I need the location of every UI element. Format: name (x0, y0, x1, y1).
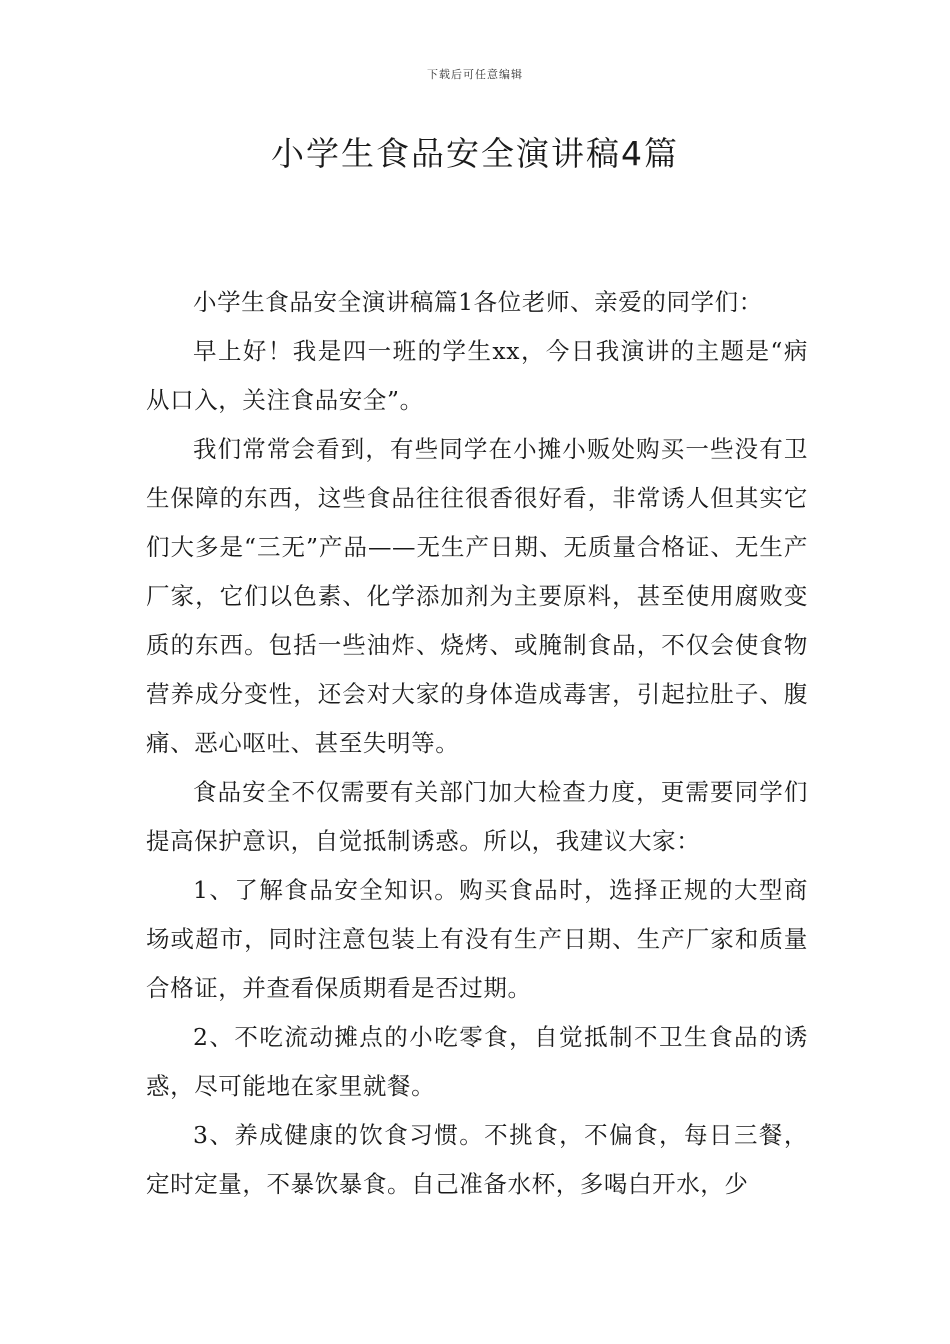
paragraph: 小学生食品安全演讲稿篇1各位老师、亲爱的同学们： (193, 288, 763, 316)
paragraph: 食品安全不仅需要有关部门加大检查力度，更需要同学们提高保护意识，自觉抵制诱惑。所以，我建议大家： (146, 778, 808, 855)
paragraph: 早上好！我是四一班的学生xx，今日我演讲的主题是“病从口入，关注食品安全”。 (146, 337, 808, 414)
paragraph: 3、养成健康的饮食习惯。不挑食，不偏食，每日三餐，定时定量，不暴饮暴食。自己准备水杯，多喝白开水，少 (146, 1121, 808, 1198)
header-note: 下载后可任意编辑 (427, 68, 523, 81)
paragraph: 2、不吃流动摊点的小吃零食，自觉抵制不卫生食品的诱惑，尽可能地在家里就餐。 (146, 1023, 808, 1100)
paragraph: 我们常常会看到，有些同学在小摊小贩处购买一些没有卫生保障的东西，这些食品往往很香很好看，非常诱人但其实它们大多是“三无”产品——无生产日期、无质量合格证、无生产厂家，它们以色素、化学添加剂为主要原料，甚至使用腐败变质的东西。包括一些油炸、烧烤、或腌制食品，不仅会使食物营养成分变性，还会对大家的身体造成毒害，引起拉肚子、腹痛、恶心呕吐、甚至失明等。 (146, 435, 808, 757)
document-title: 小学生食品安全演讲稿4篇 (271, 134, 679, 173)
paragraph: 1、了解食品安全知识。购买食品时，选择正规的大型商场或超市，同时注意包装上有没有生产日期、生产厂家和质量合格证，并查看保质期看是否过期。 (146, 876, 808, 1002)
document-body (146, 278, 808, 1209)
